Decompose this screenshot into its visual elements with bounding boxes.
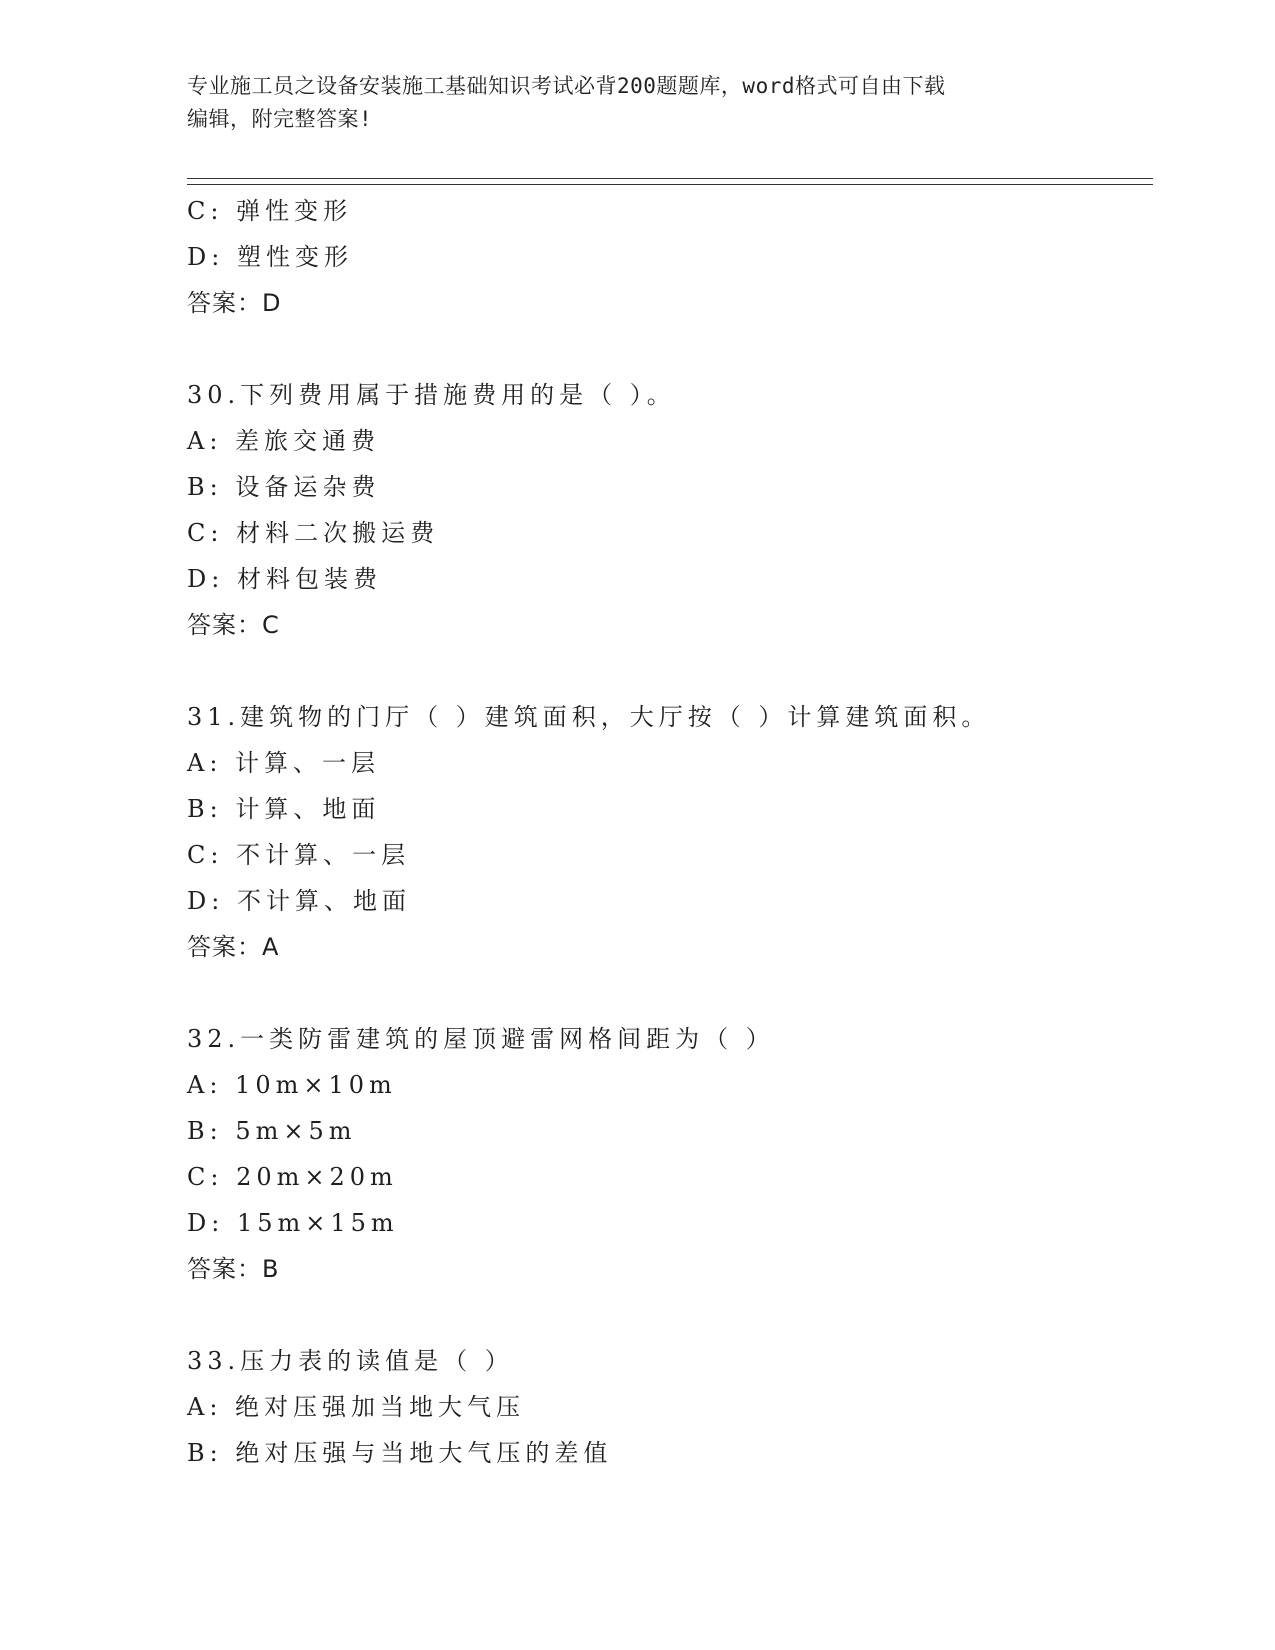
document-header xyxy=(187,70,1087,136)
question-text: 31.建筑物的门厅（ ）建筑面积，大厅按（ ）计算建筑面积。 xyxy=(187,703,991,731)
answer-text: 答案：C xyxy=(187,611,280,639)
option-text: D: 塑性变形 xyxy=(187,243,353,271)
question-text: 32.一类防雷建筑的屋顶避雷网格间距为（ ） xyxy=(187,1025,775,1053)
option-text: A: 10m×10m xyxy=(187,1071,397,1099)
option-text: B: 设备运杂费 xyxy=(187,473,381,501)
answer-text: 答案：B xyxy=(187,1255,280,1283)
spacer xyxy=(187,648,1153,694)
option-text: A: 计算、一层 xyxy=(187,749,381,777)
answer-text: 答案：D xyxy=(187,289,282,317)
header-divider-top xyxy=(187,178,1153,179)
header-divider-bottom xyxy=(187,184,1153,185)
option-text: C: 弹性变形 xyxy=(187,197,353,225)
option-text: B: 5m×5m xyxy=(187,1117,357,1145)
option-text: D: 15m×15m xyxy=(187,1209,399,1237)
option-text: C: 不计算、一层 xyxy=(187,841,411,869)
question-text: 33.压力表的读值是（ ） xyxy=(187,1347,514,1375)
option-text: D: 材料包装费 xyxy=(187,565,382,593)
spacer xyxy=(187,326,1153,372)
option-text: C: 材料二次搬运费 xyxy=(187,519,440,547)
header-title-line-2: 编辑，附完整答案! xyxy=(187,107,373,131)
spacer xyxy=(187,1292,1153,1338)
option-text: B: 计算、地面 xyxy=(187,795,381,823)
spacer xyxy=(187,970,1153,1016)
option-text: C: 20m×20m xyxy=(187,1163,398,1191)
option-text: A: 差旅交通费 xyxy=(187,427,381,455)
answer-text: 答案：A xyxy=(187,933,280,961)
option-text: D: 不计算、地面 xyxy=(187,887,411,915)
question-text: 30.下列费用属于措施费用的是（ ）。 xyxy=(187,381,676,409)
option-text: B: 绝对压强与当地大气压的差值 xyxy=(187,1439,613,1467)
question-list xyxy=(187,188,1153,1476)
header-title-line-1: 专业施工员之设备安装施工基础知识考试必背200题题库，word格式可自由下载 xyxy=(187,74,946,98)
option-text: A: 绝对压强加当地大气压 xyxy=(187,1393,526,1421)
